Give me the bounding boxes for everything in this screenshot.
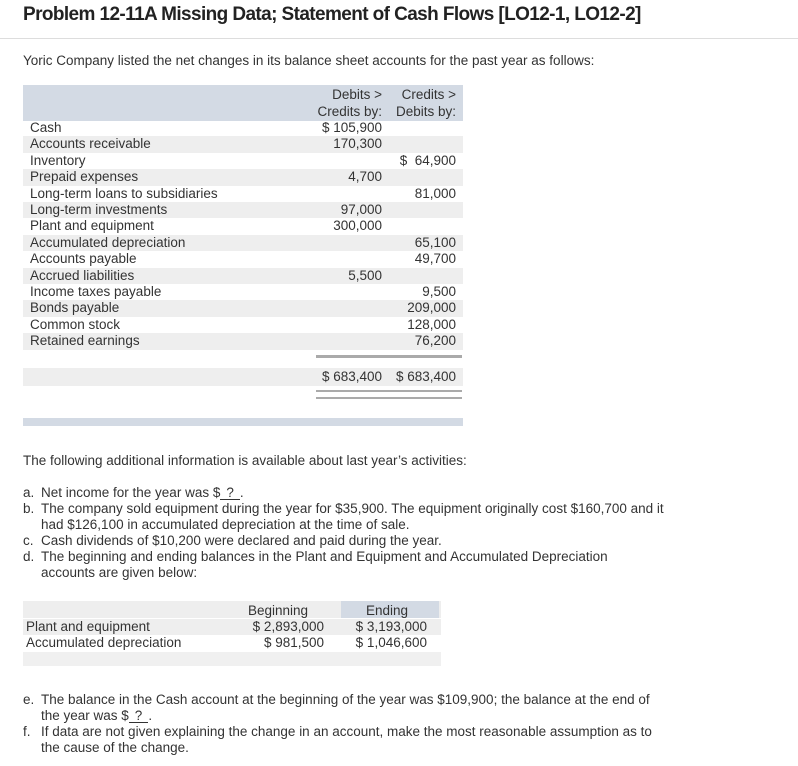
credit-value: 65,100 bbox=[414, 234, 456, 250]
credit-value: $ 64,900 bbox=[399, 152, 456, 168]
credit-value: 81,000 bbox=[414, 185, 456, 201]
additional-info-list bbox=[23, 485, 721, 581]
debit-value: $ 105,900 bbox=[321, 120, 382, 135]
ad-row-label: Accumulated depreciation bbox=[26, 635, 182, 650]
account-label: Long-term loans to subsidiaries bbox=[30, 185, 218, 201]
pe-row-ending: $ 3,193,000 bbox=[355, 619, 427, 634]
double-rule-bottom bbox=[316, 397, 462, 399]
item-a-marker: a. bbox=[23, 485, 35, 500]
title-divider bbox=[0, 38, 798, 39]
beginning-header: Beginning bbox=[247, 603, 309, 618]
item-c bbox=[23, 533, 721, 549]
item-e-line2: the year was $ bbox=[41, 708, 129, 723]
pe-footer-band bbox=[23, 652, 441, 666]
additional-info-intro: The following additional information is available about last year’s activities: bbox=[23, 453, 467, 468]
debit-header-line2: Credits by: bbox=[317, 104, 382, 119]
item-b bbox=[23, 501, 721, 533]
debit-value: 300,000 bbox=[333, 218, 382, 234]
total-credit: $ 683,400 bbox=[395, 369, 456, 384]
account-label: Inventory bbox=[30, 152, 86, 168]
item-d bbox=[23, 549, 721, 581]
item-d-line2: accounts are given below: bbox=[41, 565, 198, 580]
debit-header-line1: Debits > bbox=[332, 87, 382, 102]
item-f-marker: f. bbox=[23, 724, 31, 739]
credit-header-line1: Credits > bbox=[401, 87, 456, 102]
debit-value: 5,500 bbox=[348, 267, 382, 283]
item-e bbox=[23, 692, 721, 724]
ending-header: Ending bbox=[365, 603, 409, 618]
pe-row-beginning: $ 2,893,000 bbox=[252, 619, 324, 634]
net-income-blank: ? bbox=[220, 486, 240, 500]
item-a-text: Net income for the year was $ bbox=[41, 485, 221, 500]
account-label: Income taxes payable bbox=[30, 284, 162, 299]
item-b-line1: The company sold equipment during the year for $35,900. The equipment originally cost $160,700 and it bbox=[41, 501, 664, 516]
item-d-line1: The beginning and ending balances in the Plant and Equipment and Accumulated Depreciation bbox=[41, 549, 608, 564]
credit-value: 209,000 bbox=[407, 300, 456, 316]
page-title: Problem 12-11A Missing Data; Statement of Cash Flows [LO12-1, LO12-2] bbox=[23, 4, 641, 25]
account-label: Accounts receivable bbox=[30, 136, 151, 152]
intro-text: Yoric Company listed the net changes in its balance sheet accounts for the past year as follows: bbox=[23, 53, 595, 68]
item-f bbox=[23, 724, 721, 756]
pe-row-label: Plant and equipment bbox=[26, 619, 150, 634]
additional-info-list-2 bbox=[23, 692, 721, 756]
credit-value: 9,500 bbox=[422, 284, 456, 299]
item-c-text: Cash dividends of $10,200 were declared and paid during the year. bbox=[41, 533, 442, 548]
account-label: Bonds payable bbox=[30, 300, 120, 316]
account-label: Long-term investments bbox=[30, 202, 168, 217]
account-label: Prepaid expenses bbox=[30, 169, 139, 185]
account-label: Accounts payable bbox=[30, 251, 137, 267]
double-rule-top bbox=[316, 390, 462, 392]
item-a bbox=[23, 485, 721, 501]
item-f-line2: the cause of the change. bbox=[41, 740, 189, 755]
item-f-line1: If data are not given explaining the change in an account, make the most reasonable assumption as to bbox=[41, 724, 652, 739]
account-label: Common stock bbox=[30, 316, 121, 332]
table-footer-band bbox=[23, 418, 463, 426]
ad-row-beginning: $ 981,500 bbox=[263, 635, 324, 650]
account-label: Plant and equipment bbox=[30, 218, 154, 234]
account-label: Accrued liabilities bbox=[30, 267, 135, 283]
item-c-marker: c. bbox=[23, 533, 34, 548]
debit-value: 4,700 bbox=[348, 169, 382, 185]
total-rule bbox=[316, 355, 462, 358]
credit-value: 128,000 bbox=[407, 316, 456, 332]
credit-value: 49,700 bbox=[414, 251, 456, 267]
total-debit: $ 683,400 bbox=[321, 369, 382, 384]
item-e-marker: e. bbox=[23, 692, 35, 707]
account-label: Retained earnings bbox=[30, 333, 140, 349]
item-e-line1: The balance in the Cash account at the beginning of the year was $109,900; the balance at the end of bbox=[41, 692, 650, 707]
item-e-end: . bbox=[148, 708, 153, 723]
item-d-marker: d. bbox=[23, 549, 35, 564]
debit-value: 170,300 bbox=[333, 136, 382, 152]
account-label: Cash bbox=[30, 120, 62, 135]
credit-header-line2: Debits by: bbox=[395, 104, 456, 119]
item-b-line2: had $126,100 in accumulated depreciation at the time of sale. bbox=[41, 517, 410, 532]
item-b-marker: b. bbox=[23, 501, 35, 516]
debit-value: 97,000 bbox=[340, 202, 382, 217]
account-label: Accumulated depreciation bbox=[30, 234, 186, 250]
item-a-end: . bbox=[239, 485, 244, 500]
credit-value: 76,200 bbox=[414, 333, 456, 349]
ad-row-ending: $ 1,046,600 bbox=[355, 635, 427, 650]
ending-cash-blank: ? bbox=[129, 709, 149, 723]
